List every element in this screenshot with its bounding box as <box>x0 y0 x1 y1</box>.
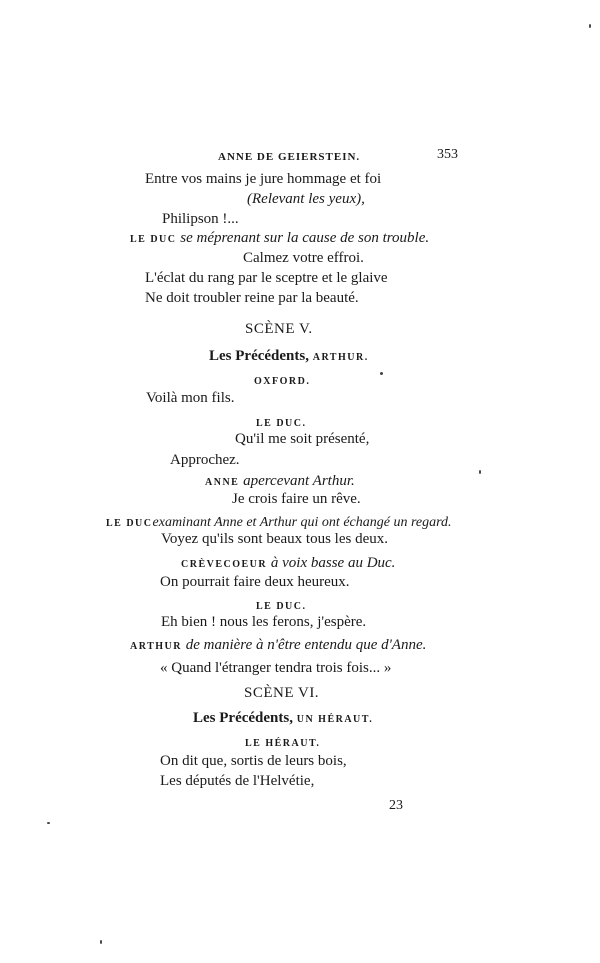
verse-line: Philipson !... <box>162 211 239 227</box>
scene-heading: SCÈNE VI. <box>244 685 320 701</box>
verse-line: Qu'il me soit présenté, <box>235 431 370 447</box>
speaker-name: LE HÉRAUT. <box>245 738 321 749</box>
page-number: 353 <box>437 147 458 162</box>
verse-line: On dit que, sortis de leurs bois, <box>160 753 347 769</box>
cast-name: UN HÉRAUT. <box>296 714 374 725</box>
verse-line: Entre vos mains je jure hommage et foi <box>145 171 382 187</box>
verse-line: Les députés de l'Helvétie, <box>160 773 315 789</box>
speaker-name: ANNE <box>205 477 240 488</box>
stage-direction: à voix basse au Duc. <box>270 555 396 571</box>
paper-speck <box>47 822 50 824</box>
stage-direction: examinant Anne et Arthur qui ont échangé un regard. <box>152 515 452 530</box>
verse-line: Approchez. <box>170 452 240 468</box>
verse-line: Voilà mon fils. <box>146 390 235 406</box>
stage-direction: se méprenant sur la cause de son trouble. <box>180 230 430 246</box>
speaker-name: OXFORD. <box>254 376 311 387</box>
speaker-name: LE DUC <box>106 518 153 529</box>
paper-speck <box>479 470 481 474</box>
speaker-name: LE DUC <box>130 234 177 245</box>
verse-line: Voyez qu'ils sont beaux tous les deux. <box>161 531 388 547</box>
speaker-name: LE DUC. <box>256 601 307 612</box>
speaker-name: CRÈVECOEUR <box>181 559 268 570</box>
speaker-direction <box>130 636 426 656</box>
stage-direction: de manière à n'être entendu que d'Anne. <box>185 637 427 653</box>
cast-name: ARTHUR. <box>312 352 369 363</box>
stage-direction: apercevant Arthur. <box>243 473 355 489</box>
verse-line: Je crois faire un rêve. <box>232 491 361 507</box>
verse-line: Ne doit troubler reine par la beauté. <box>145 290 359 306</box>
paper-speck <box>380 372 383 375</box>
cast-label: Les Précédents, <box>209 348 309 364</box>
speaker-direction <box>181 554 395 574</box>
verse-line: « Quand l'étranger tendra trois fois... » <box>160 660 392 676</box>
signature-mark: 23 <box>389 798 403 813</box>
verse-line: Calmez votre effroi. <box>243 250 364 266</box>
speaker-direction <box>205 472 355 492</box>
verse-line: On pourrait faire deux heureux. <box>160 574 350 590</box>
speaker-name: ARTHUR <box>130 641 182 652</box>
speaker-name: LE DUC. <box>256 418 307 429</box>
cast-label: Les Précédents, <box>193 710 293 726</box>
scene-cast <box>193 709 373 729</box>
scene-heading: SCÈNE V. <box>245 321 313 337</box>
paper-speck <box>100 940 102 944</box>
stage-direction: (Relevant les yeux), <box>247 191 365 207</box>
verse-line: Eh bien ! nous les ferons, j'espère. <box>161 614 367 630</box>
verse-line: L'éclat du rang par le sceptre et le glaive <box>145 270 388 286</box>
running-header: ANNE DE GEIERSTEIN. <box>218 151 361 163</box>
scene-cast <box>209 347 369 367</box>
speaker-direction <box>130 229 429 249</box>
paper-speck <box>589 24 591 28</box>
